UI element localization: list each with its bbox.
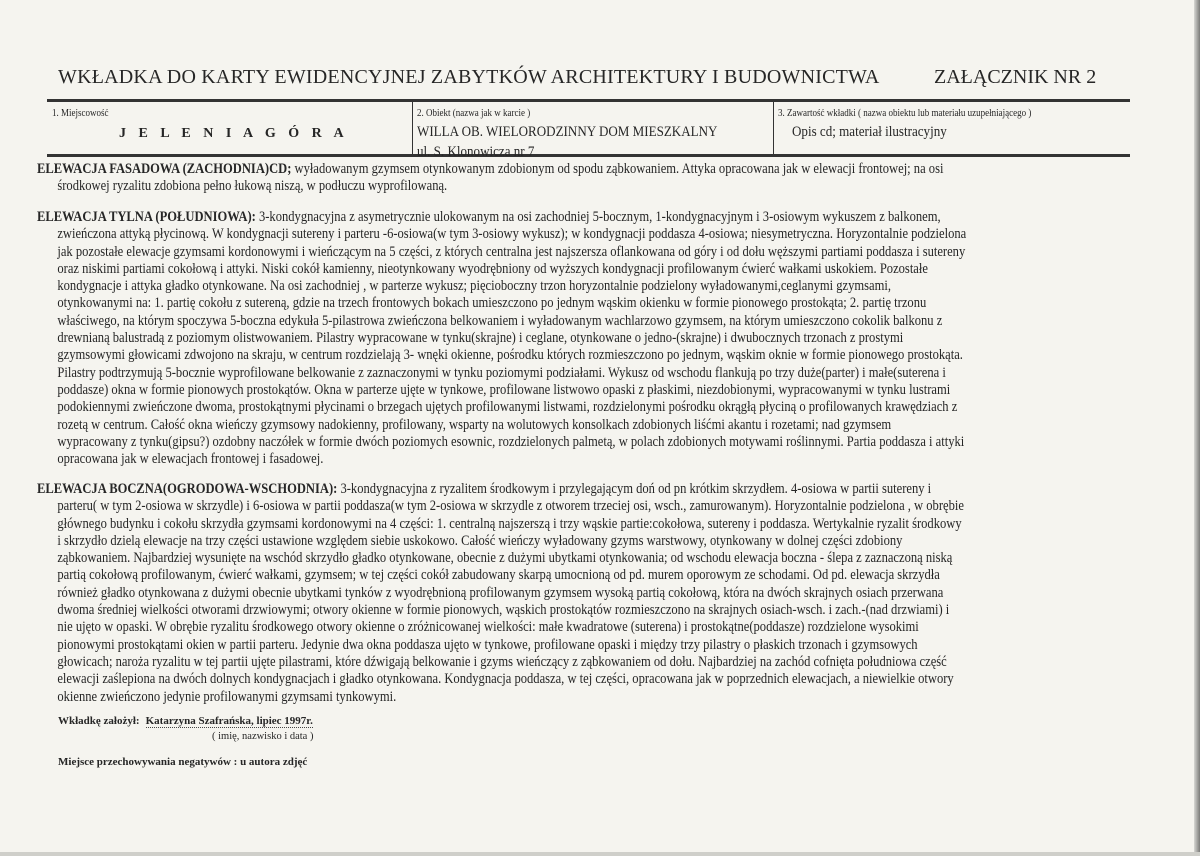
document-title: WKŁADKA DO KARTY EWIDENCYJNEJ ZABYTKÓW ARCHITEKTURY I BUDOWNICTWA <box>58 66 880 88</box>
object-address: ul. S. Klonowicza nr 7 <box>417 144 535 160</box>
cell-contents <box>773 102 1130 154</box>
section-facade <box>37 161 943 196</box>
line-text: i skrzydło dzielą elewacje na trzy części ustawione względem siebie uskokowo. Całość wieńczy wyładowany gzyms warstwowy, otynkowany w dolnej części zdobiony <box>57 532 903 549</box>
contents-label: 3. Zawartość wkładki ( nazwa obiektu lub materiału uzupełniającego ) <box>778 108 1032 119</box>
text-line <box>37 637 964 654</box>
section-heading: ELEWACJA FASADOWA (ZACHODNIA)CD; <box>37 161 292 177</box>
text-line <box>37 313 966 330</box>
line-text: parteru( w tym 2-osiowa w skrzydle) i 6-osiowa w partii poddasza(w tym 2-osiowa w skrzydle z otworem trzeciej osi, wsch., zamurowanym). Horyzontalnie podzielona , w obrębie <box>57 498 964 515</box>
text-line <box>37 278 966 295</box>
line-text: drewnianą balustradą z poziomym olistwowaniem. Pilastry wypracowane w tynku(skrajne) i ceglane, otynkowane o jedno-(skrajne) i dwubocznych trzonach z prostymi <box>57 330 904 347</box>
contents-value: Opis cd; materiał ilustracyjny <box>792 124 947 140</box>
text-line <box>37 330 966 347</box>
line-text: wyładowanym gzymsem otynkowanym zdobionym od spodu ząbkowaniem. Attyka opracowana jak w elewacji frontowej; na osi <box>291 161 944 177</box>
author-note: ( imię, nazwisko i data ) <box>212 731 314 742</box>
author-line <box>58 715 313 727</box>
line-text: otynkowanymi na: 1. partię cokołu z sutereną, gdzie na trzech frontowych bokach umieszczono po jednym wąskim okienku w formie pionowego prostokąta; 2. partię trzonu <box>57 295 927 312</box>
line-text: ząbkowaniem. Najbardziej wysunięte na wschód skrzydło gładko otynkowane, obecnie z dużymi ubytkami otynkowania; od wschodu elewacja boczna - ślepa z zaznaczoną niską <box>57 550 953 567</box>
object-value: WILLA OB. WIELORODZINNY DOM MIESZKALNY <box>417 124 718 140</box>
line-text: 3-kondygnacyjna z asymetrycznie ulokowanym na osi zachodniej 5-bocznym, 1-kondygnacyjnym i 3-osiowym wykuszem z balkonem, <box>255 209 941 225</box>
line-text: środkowej ryzalitu zdobiona pełno łukową niszą, w podłuczu wyprofilowaną. <box>57 178 448 195</box>
line-text: opracowana jak w elewacjach frontowej i fasadowej. <box>57 451 324 468</box>
section-side <box>37 481 964 706</box>
text-line <box>37 261 966 278</box>
text-line <box>37 417 966 434</box>
line-text: jak pozostałe elewacje gzymsami kordonowymi i wieńczącym na 5 części, z których centralna jest najszersza oflankowana od góry i od dołu węższymi partiami poddasza i sutereny <box>57 243 966 260</box>
text-line <box>37 244 966 261</box>
scan-edge <box>1194 0 1200 856</box>
section-heading: ELEWACJA TYLNA (POŁUDNIOWA): <box>37 209 256 225</box>
line-text: elewacji zaślepiona na dwóch dolnych kondygnacjach i gładko otynkowana. Kondygnacja poddasza, w tej części, opracowana jak w poprzednich elewacjach, a niewielkie otwory <box>57 671 954 688</box>
line-text: również gładko otynkowana z dużymi obecnie ubytkami tynków z wyodrębnioną profilowanym gzymsem wysoką partią cokołową, która na dwóch skrajnych osiach przerwana <box>57 584 944 601</box>
author-value: Katarzyna Szafrańska, lipiec 1997r. <box>145 715 313 727</box>
text-line <box>37 451 966 468</box>
line-text: wypracowany z tynku(gipsu?) ozdobny naczółek w formie dwóch poziomych esownic, rozdzielonych palmetą, w polach zdobionych motywami roślinnymi. Partia poddasza i attyki <box>57 433 965 450</box>
text-line <box>37 602 964 619</box>
line-text: partią cokołową profilowanym, ćwierć wałkami, gzymsem; w tej części cokół zabudowany skarpą umocnioną od pd. murem oporowym ze schodami. Od pd. elewacja skrzydła <box>57 567 940 584</box>
header-table <box>47 99 1130 160</box>
line-text: nie ujęto w opaski. W obrębie ryzalitu środkowego otwory okienne o zróżnicowanej wielkości: małe kwadratowe (suterena) i prostokątne(poddasze) rozdzielone wysokimi <box>57 619 919 636</box>
line-text: zwieńczona attyką płycinową. W kondygnacji sutereny i parteru -6-osiowa(w tym 3-osiowy wykusz); w kondygnacji poddasza 4-osiowa; niesymetryczna. Horyzontalnie podzielona <box>57 226 967 243</box>
line-text: gzymsowymi głowicami zdwojono na skraju, w centrum rozdzielają 3- wnęki okienne, pośrodku których rozmieszczono po jednym, wąskim oknie w formie pionowego prostokąta. <box>57 347 963 364</box>
line-text: głowicach; naroża ryzalitu w tej partii ujęte pilastrami, które dźwigają belkowanie i gzyms wieńczący z ząbkowaniem od dołu. Najbardziej na zachód cofnięta południowa część <box>57 653 947 670</box>
author-label: Wkładkę założył: <box>58 715 140 727</box>
negatives-storage: Miejsce przechowywania negatywów : u autora zdjęć <box>58 756 308 768</box>
line-text: oraz niskimi partiami cokołową i attyki. Niski cokół kamienny, nieotynkowany wyodrębniony od wyższych kondygnacji profilowanym ćwierć wałkami uskokiem. Pozostałe <box>57 260 928 277</box>
text-line <box>37 178 943 195</box>
line-text: 3-kondygnacyjna z ryzalitem środkowym i przylegającym doń od pn krótkim skrzydłem. 4-osiowa w partii sutereny i <box>337 481 932 497</box>
locality-label: 1. Miejscowość <box>52 108 109 119</box>
text-line <box>37 533 964 550</box>
text-line <box>37 226 966 243</box>
section-rear <box>37 209 966 468</box>
line-text: Pilastry podtrzymują 5-bocznie wyprofilowane belkowanie z zaznaczonymi w tynku poziomymi podziałami. Wykusz od wschodu flankują po trzy duże(parter) i małe(suterena i <box>57 364 946 381</box>
text-line <box>37 382 966 399</box>
text-line <box>37 498 964 515</box>
scan-edge-bottom <box>0 852 1200 856</box>
text-line <box>37 516 964 533</box>
line-text: właściwego, na którym spoczywa 5-boczna edykuła 5-pilastrowa zwieńczona belkowaniem i wyładowanym wachlarzowo gzymsem, na którym umieszczono cokolik balkonu z <box>57 312 943 329</box>
text-line <box>37 619 964 636</box>
locality-value: J E L E N I A G Ó R A <box>119 126 349 141</box>
annex-number: ZAŁĄCZNIK NR 2 <box>934 66 1097 88</box>
text-line <box>37 550 964 567</box>
text-line <box>37 161 943 178</box>
text-line <box>37 689 964 706</box>
text-line <box>37 434 966 451</box>
line-text: poddasze) okna w formie pionowych prostokątów. Okna w parterze ujęte w tynkowe, profilowane listwowo opaski z płaskimi, niezdobionymi, wypracowanymi w tynku lustrami <box>57 381 951 398</box>
text-line <box>37 399 966 416</box>
cell-object <box>412 102 773 160</box>
line-text: rozetą w centrum. Całość okna wieńczy gzymsowy nadokienny, profilowany, wsparty na wolutowych konsolkach zdobionych liśćmi akantu i rozetami; nad gzymsem <box>57 416 892 433</box>
line-text: pionowymi prostokątami okien w partii parteru. Jedynie dwa okna poddasza ujęto w tynkowe, profilowane opaski i między trzy pilastry o płaskich trzonach i gzymsowych <box>57 636 918 653</box>
text-line <box>37 209 966 226</box>
cell-locality <box>47 102 412 154</box>
text-line <box>37 481 964 498</box>
line-text: głównego budynku i cokołu skrzydła gzymsami kordonowymi na 4 części: 1. centralną najszerszą i trzy wąskie partie:cokołowa, sutereny i poddasza. Wertykalnie ryzalit środkowy <box>57 515 962 532</box>
line-text: kondygnacje i attyka gładko otynkowane. Na osi zachodniej , w parterze wykusz; pięcioboczny trzon horyzontalnie podzielony wyładowanymi,ceglanymi gzymsami, <box>57 278 892 295</box>
object-label: 2. Obiekt (nazwa jak w karcie ) <box>417 108 531 119</box>
line-text: dwoma średniej wielkości otworami drzwiowymi; otwory okienne w formie pionowych, wąskich prostokątów rozmieszczono na skrajnych osiach-wsch. i zach.-(nad drzwiami) i <box>57 602 950 619</box>
text-line <box>37 585 964 602</box>
text-line <box>37 365 966 382</box>
text-line <box>37 567 964 584</box>
text-line <box>37 295 966 312</box>
line-text: podokiennymi zwieńczone dwoma, prostokątnymi płycinami o brzegach ujętych profilowanymi listwami, rozdzielonymi pośrodku okrągłą płyciną o profilowanych krawędziach z <box>57 399 958 416</box>
line-text: okienne zwieńczono jedynie profilowanymi gzymsami tynkowymi. <box>57 688 397 705</box>
text-line <box>37 671 964 688</box>
text-line <box>37 347 966 364</box>
section-heading: ELEWACJA BOCZNA(OGRODOWA-WSCHODNIA): <box>37 481 338 497</box>
text-line <box>37 654 964 671</box>
